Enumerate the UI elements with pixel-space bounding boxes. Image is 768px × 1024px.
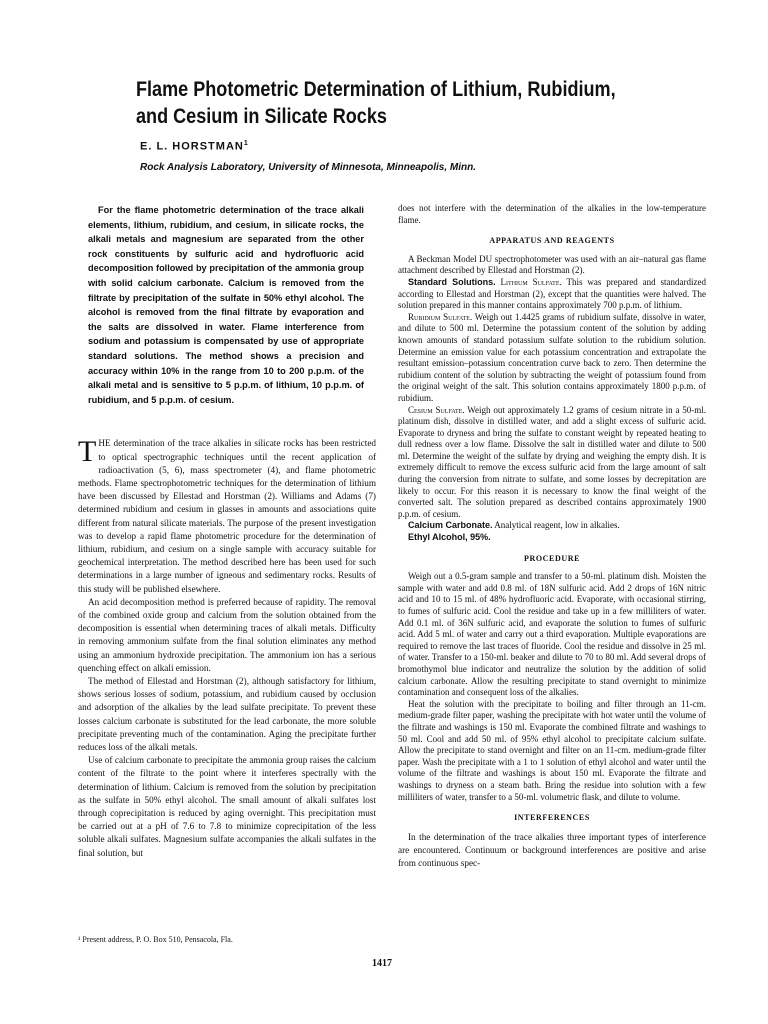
ethyl-alcohol-label: Ethyl Alcohol, 95%. [408,532,491,543]
intro-paragraph-4: Use of calcium carbonate to precipitate the ammonia group raises the calcium content of the filtrate to the point where it interferes spectrally with the determination of lithium. Calcium is removed from the solution by precipitation as the sulfate in 50% ethyl alcohol. The small amount of alkali sulfates lost through coprecipitation is reduced by aging overnight. This precipitation must be carried out at a pH of 7.6 to 7.8 to minimize coprecipitation of the less soluble alkali sulfates. Magnesium sulfate accompanies the alkali sulfates in the final solution, but [78,755,376,858]
left-column [78,203,376,860]
apparatus-paragraph: A Beckman Model DU spectrophotometer was used with an air–natural gas flame attachment described by Ellestad and Horstman (2). [398,253,706,276]
cesium-sulfate-label: Cesium Sulfate. [408,404,465,415]
continued-paragraph: does not interfere with the determination of the alkalies in the low-temperature flame. [398,203,706,225]
drop-cap: T [78,435,97,469]
intro-paragraph-3: The method of Ellestad and Horstman (2), although satisfactory for lithium, shows serious losses of sodium, potassium, and rubidium caused by occlusion and adsorption of the alkalies by the lead sulfate precipitate. To prevent these losses calcium carbonate is substituted for the lead carbonate, the more soluble precipitate preventing much of the contamination. Aging the precipitate further reduces loss of the alkali metals. [78,675,376,752]
intro-paragraph-2: An acid decomposition method is preferred because of rapidity. The removal of the combined oxide group and calcium from the solution obtained from the decomposition is essential when determining traces of alkali metals. Difficulty in removing ammonium sulfate from the final solution eliminates any method using an ammonium hydroxide precipitation. The ammonium ion has a serious quenching effect on alkali emission. [78,596,376,673]
cesium-sulfate-text: Weigh out approximately 1.2 grams of cesium nitrate in a 50-ml. platinum dish, dissolve in distilled water, and add a slight excess of sulfuric acid. Evaporate to dryness and bring the sulfate to constant weight by repeated heating to dull redness over a low flame. Dissolve the salt in distilled water and dilute to 500 ml. Determine the weight of the sulfate by drying and weighing the empty dish. It is extremely difficult to remove the excess sulfuric acid from the large amount of salt during the conversion from nitrate to sulfate, and some losses by decrepitation are likely to occur. For this reason it is necessary to know the final weight of the converted salt. The solution prepared as described contains approximately 1900 p.p.m. of cesium. [398,404,706,519]
author-name-text: E. L. HORSTMAN [140,140,244,153]
footnote: ¹ Present address, P. O. Box 510, Pensacola, Fla. [78,935,233,944]
section-heading-procedure: PROCEDURE [523,553,581,563]
author-affiliation: Rock Analysis Laboratory, University of Minnesota, Minneapolis, Minn. [140,162,476,173]
intro-paragraph-1 [78,437,376,595]
rubidium-sulfate-label: Rubidium Sulfate. [408,311,473,322]
abstract [78,203,376,407]
procedure-paragraph-2: Heat the solution with the precipitate to boiling and filter through an 11-cm. medium-grade filter paper, washing the precipitate with hot water until the volume of the filtrate and washings is 150 ml. Evaporate the combined filtrate and washings to 50 ml. Cool and add 50 ml. of 95% ethyl alcohol to precipitate calcium sulfate. Allow the precipitate to stand overnight and filter on an 11-cm. medium-grade filter paper. Wash the precipitate with a 1 to 1 solution of ethyl alcohol and water until the volume of the filtrate and washings is about 150 ml. Evaporate the filtrate and washings to dryness on a steam bath. Bring the residue into solution with a few milliliters of water, transfer to a 50-ml. volumetric flask, and dilute to volume. [398,698,706,802]
rubidium-sulfate-text: Weigh out 1.4425 grams of rubidium sulfate, dissolve in water, and dilute to 500 ml. Determine the potassium content of the solution by adding known amounts of standard potassium sulfate solution to the rubidium solution. Determine an emission value for each potassium concentration and extrapolate the resultant emission–potassium concentration curve back to zero. Then determine the rubidium content of the solution by subtracting the weight of potassium found from the original weight of the salt. This solution contains approximately 1800 p.p.m. of rubidium. [398,311,706,403]
standard-solutions-label: Standard Solutions. [408,276,496,287]
calcium-carbonate-paragraph [398,520,706,532]
standard-solutions-paragraph [398,277,706,312]
abstract-text: For the flame photometric determination of the trace alkali elements, lithium, rubidium, and cesium, in silicate rocks, the alkali metals and magnesium are separated from the other rock constituents by sulfuric acid and hydrofluoric acid decomposition followed by precipitation of the ammonia group with solid calcium carbonate. Calcium is removed from the filtrate by precipitation of the sulfate in 50% ethyl alcohol. The alcohol is removed from the final filtrate by evaporation and the salts are dissolved in water. Flame interference from sodium and potassium is compensated by use of appropriate standard solutions. The method shows a precision and accuracy within 10% in the range from 10 to 200 p.p.m. of the alkali metal and is sensitive to 5 p.p.m. of lithium, 10 p.p.m. of rubidium, and 5 p.p.m. of cesium. [88,205,364,405]
lithium-sulfate-text: This was prepared and standardized according to Ellestad and Horstman (2), except that the quantities were halved. The solution prepared in this manner contains approximately 700 p.p.m. of lithium. [398,276,706,311]
article-title: Flame Photometric Determination of Lithium, Rubidium, and Cesium in Silicate Rocks [136,78,616,128]
author-footnote-mark: 1 [243,140,249,147]
calcium-carbonate-label: Calcium Carbonate. [408,520,493,531]
calcium-carbonate-text: Analytical reagent, low in alkalies. [494,520,620,531]
lithium-sulfate-label: Lithium Sulfate. [500,276,562,287]
right-column [398,203,706,870]
interferences-paragraph: In the determination of the trace alkalies three important types of interference are encountered. Continuum or background interferences are positive and arise from continuous spec- [398,831,706,868]
section-heading-interferences: INTERFERENCES [514,813,590,823]
ethyl-alcohol-paragraph [398,532,706,544]
page-number: 1417 [372,958,392,969]
author-name [140,140,249,153]
section-heading-apparatus: APPARATUS AND REAGENTS [489,236,615,246]
intro-paragraph-1-text: HE determination of the trace alkalies in silicate rocks has been restricted to optical spectrographic techniques until the recent application of radioactivation (5, 6), mass spectrometer (4), and flame photometric methods. Flame spectrophotometric techniques for the determination of lithium have been discussed by Ellestad and Horstman (2). Williams and Adams (7) determined rubidium and cesium in glasses in amounts and associations quite different from natural silicate materials. The purpose of the present investigation was to develop a rapid flame photometric procedure for the determination of lithium, rubidium, and cesium on a single sample with accuracy suitable for geochemical interpretation. The method described here has been used for such determinations in a large number of igneous and sedimentary rocks. Results of this study will be published elsewhere. [78,438,376,594]
rubidium-paragraph [398,312,706,405]
procedure-paragraph-1: Weigh out a 0.5-gram sample and transfer to a 50-ml. platinum dish. Moisten the sample with water and add 0.8 ml. of 18N sulfuric acid. Add 2 drops of 16N nitric acid and 10 to 15 ml. of 48% hydrofluoric acid. Evaporate, with occasional stirring, to fumes of sulfuric acid. Cool the residue and take up in a few milliliters of water. Add 0.1 ml. of 36N sulfuric acid, and evaporate the solution to fumes of sulfuric acid. Add 5 ml. of water and carry out a third evaporation. Multiple evaporations are required to remove the last traces of fluoride. Cool the residue and dissolve in 25 ml. of water. Transfer to a 150-ml. beaker and dilute to 70 to 80 ml. Add several drops of bromothymol blue indicator and neutralize the solution by the addition of solid calcium carbonate. Allow the resulting precipitate to stand overnight to minimize contamination and consequent loss of the alkalies. [398,571,706,698]
cesium-paragraph [398,405,706,521]
